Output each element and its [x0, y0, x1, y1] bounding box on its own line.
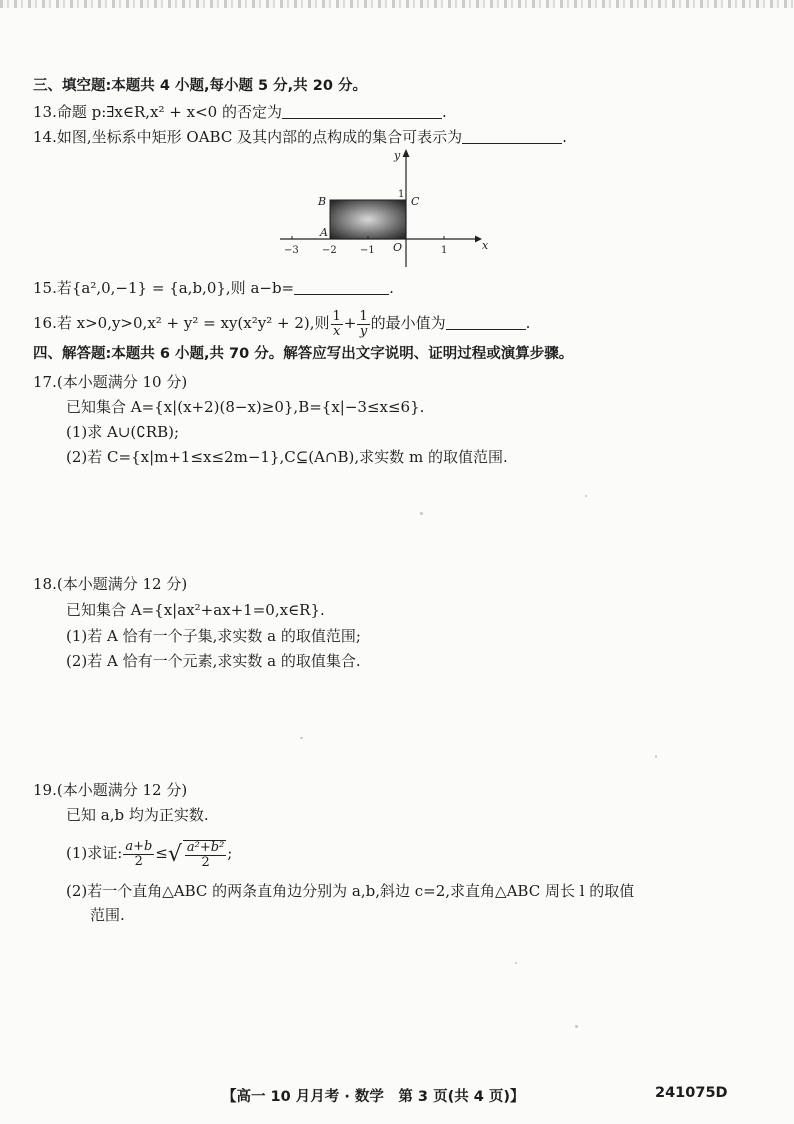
point-C-label: C [411, 195, 420, 208]
fraction-a-plus-b-over-2 [123, 840, 154, 869]
section4-header: 四、解答题:本题共 6 小题,共 70 分。解答应写出文字说明、证明过程或演算步骤。 [33, 346, 574, 362]
fraction-numerator: 1 [332, 308, 341, 324]
q19-part1 [66, 835, 232, 873]
q13-end: . [441, 103, 447, 121]
q14-end: . [562, 128, 567, 146]
y-tick-label: 1 [398, 189, 405, 200]
scan-speck [420, 512, 423, 515]
q19-part1-end: ; [227, 844, 233, 862]
q17-title: 17.(本小题满分 10 分) [33, 373, 188, 391]
q19-title: 19.(本小题满分 12 分) [33, 781, 188, 799]
leq-sign: ≤ [155, 844, 168, 862]
x-tick-label: −1 [360, 245, 375, 256]
question-14 [33, 127, 567, 147]
q13-answer-blank [282, 104, 442, 119]
fraction-numerator: 1 [359, 308, 368, 324]
q18-part1: (1)若 A 恰有一个子集,求实数 a 的取值范围; [66, 627, 361, 645]
q15-end: . [389, 279, 394, 297]
scan-speck [515, 962, 517, 964]
origin-label: O [393, 241, 403, 254]
q14-answer-blank [462, 129, 562, 144]
q18-statement: 已知集合 A={x|ax²+ax+1=0,x∈R}. [66, 601, 325, 619]
q19-part2-line2: 范围. [90, 906, 125, 924]
fraction-a2-plus-b2-over-2 [183, 840, 226, 870]
q13-text: 13.命题 p:∃x∈R,x² + x<0 的否定为 [33, 103, 282, 121]
scan-speck [300, 737, 303, 739]
fraction-denominator: y [359, 323, 368, 339]
q17-part1: (1)求 A∪(∁RB); [66, 423, 180, 441]
q19-part1-prefix: (1)求证: [66, 844, 123, 862]
square-root [168, 836, 227, 873]
fraction-denominator: 2 [201, 854, 210, 870]
q16-text: 16.若 x>0,y>0,x² + y² = xy(x²y² + 2),则 [33, 314, 330, 332]
q17-part2: (2)若 C={x|m+1≤x≤2m−1},C⊆(A∩B),求实数 m 的取值范围. [66, 448, 508, 466]
coordinate-figure [270, 145, 500, 270]
q19-statement: 已知 a,b 均为正实数. [66, 806, 209, 824]
scan-speck [575, 1025, 578, 1028]
point-B-label: B [318, 195, 327, 208]
fraction-1-over-x [331, 310, 343, 339]
section3-header: 三、填空题:本题共 4 小题,每小题 5 分,共 20 分。 [33, 78, 367, 94]
q17-statement: 已知集合 A={x|(x+2)(8−x)≥0},B={x|−3≤x≤6}. [66, 398, 425, 416]
q18-part2: (2)若 A 恰有一个元素,求实数 a 的取值集合. [66, 652, 361, 670]
q15-text: 15.若{a²,0,−1} = {a,b,0},则 a−b= [33, 279, 295, 297]
q16-answer-blank [446, 315, 526, 330]
q14-text: 14.如图,坐标系中矩形 OABC 及其内部的点构成的集合可表示为 [33, 128, 463, 146]
x-axis-arrow-icon [475, 236, 482, 243]
radical-icon: √ [167, 841, 182, 867]
paper-code: 241075D [655, 1085, 728, 1101]
x-axis-label: x [482, 239, 489, 252]
y-axis-arrow-icon [403, 149, 410, 157]
scan-top-border [0, 0, 794, 8]
question-13 [33, 102, 447, 122]
q16-text-end: 的最小值为 [370, 314, 446, 332]
q19-part2-line1: (2)若一个直角△ABC 的两条直角边分别为 a,b,斜边 c=2,求直角△ABC 周长 l 的取值 [66, 882, 635, 900]
question-15 [33, 278, 394, 298]
fraction-numerator: a²+b² [186, 839, 225, 855]
q16-end: . [525, 314, 531, 332]
x-tick-label: −2 [322, 245, 337, 256]
y-axis-label: y [394, 149, 401, 162]
fraction-denominator: x [332, 323, 341, 339]
x-tick-label: −3 [284, 245, 299, 256]
scan-speck [585, 495, 587, 497]
rectangle-OABC [330, 200, 406, 239]
q18-title: 18.(本小题满分 12 分) [33, 575, 188, 593]
fraction-numerator: a+b [125, 838, 153, 854]
plus-sign: + [343, 314, 357, 332]
point-A-label: A [320, 226, 328, 239]
question-16 [33, 306, 530, 340]
fraction-1-over-y [357, 310, 369, 339]
scan-speck [655, 755, 657, 758]
fraction-denominator: 2 [134, 853, 143, 869]
x-tick-label: 1 [441, 245, 448, 256]
page-footer: 【高一 10 月月考 · 数学 第 3 页(共 4 页)】 [222, 1089, 525, 1105]
q15-answer-blank [294, 280, 389, 295]
